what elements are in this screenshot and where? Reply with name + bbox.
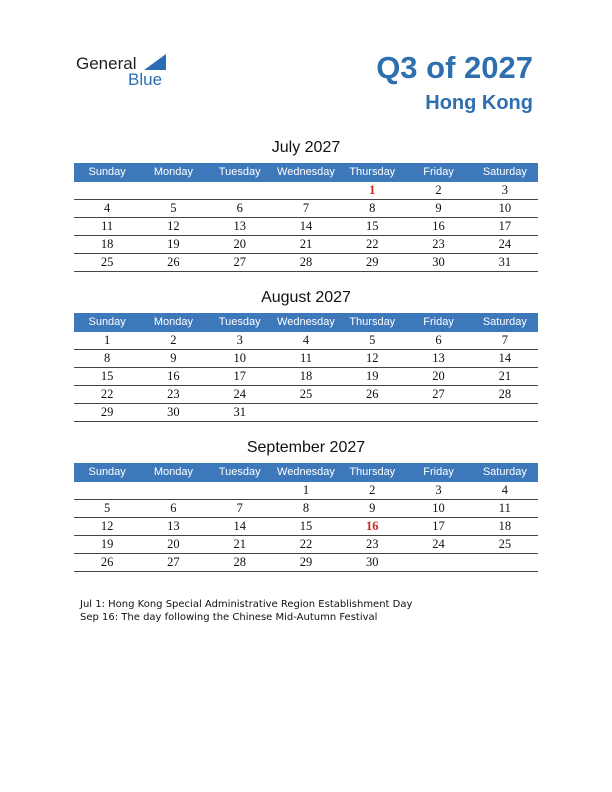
day-cell: 9	[435, 201, 442, 215]
day-cell: 18	[100, 237, 114, 251]
day-cell: 18	[299, 369, 313, 383]
day-cell: 24	[498, 237, 512, 251]
day-cell: 26	[100, 555, 114, 569]
day-cell: 17	[432, 519, 445, 533]
empty-day-cell	[472, 554, 538, 571]
week-row	[74, 332, 538, 350]
day-cell: 18	[498, 519, 512, 533]
day-cell: 3	[236, 333, 243, 347]
logo	[76, 54, 186, 90]
day-cell: 8	[369, 201, 376, 215]
month-september	[74, 439, 538, 572]
day-cell: 12	[100, 519, 114, 533]
weekday-label: Monday	[153, 466, 193, 478]
week-row	[74, 368, 538, 386]
day-cell: 25	[498, 537, 512, 551]
day-cell: 29	[100, 405, 114, 419]
day-cell: 12	[366, 351, 379, 365]
day-cell: 29	[299, 555, 313, 569]
day-cell: 5	[170, 201, 177, 215]
weekday-label: Thursday	[349, 316, 396, 328]
weekday-label: Wednesday	[277, 166, 335, 178]
empty-day-cell	[273, 404, 339, 421]
day-cell: 17	[498, 219, 512, 233]
day-cell: 16	[167, 369, 180, 383]
day-cell: 11	[101, 219, 114, 233]
day-cell: 15	[366, 219, 379, 233]
logo-blue-text: Blue	[128, 70, 163, 89]
day-cell: 26	[167, 255, 180, 269]
weekday-label: Wednesday	[277, 316, 335, 328]
holiday-notes	[80, 598, 412, 624]
weekday-label: Saturday	[482, 166, 527, 178]
day-cell: 4	[302, 333, 310, 347]
day-cell: 4	[104, 201, 111, 215]
day-cell: 30	[432, 255, 445, 269]
day-cell: 26	[366, 387, 379, 401]
day-cell: 20	[233, 237, 246, 251]
month-august	[74, 289, 538, 422]
weekday-label: Sunday	[88, 466, 126, 478]
day-cell: 30	[366, 555, 379, 569]
day-cell: 1	[369, 183, 376, 197]
day-cell: 24	[432, 537, 445, 551]
empty-day-cell	[405, 404, 471, 421]
weekday-label: Friday	[423, 466, 454, 478]
day-cell: 30	[167, 405, 180, 419]
empty-day-cell	[273, 182, 339, 199]
day-cell: 19	[366, 369, 379, 383]
month-title: August 2027	[261, 289, 351, 306]
weekday-label: Tuesday	[218, 466, 261, 478]
day-cell: 4	[501, 483, 508, 497]
day-cell: 2	[170, 333, 177, 347]
weekday-label: Tuesday	[218, 166, 261, 178]
day-cell: 11	[498, 501, 511, 515]
empty-day-cell	[405, 554, 471, 571]
week-row	[74, 200, 538, 218]
logo-general-text: General	[76, 54, 137, 73]
day-cell: 13	[432, 351, 445, 365]
weekday-label: Thursday	[349, 166, 396, 178]
weekday-label: Friday	[423, 316, 454, 328]
weekday-label: Sunday	[88, 316, 126, 328]
month-title: July 2027	[271, 139, 341, 156]
day-cell: 14	[233, 519, 246, 533]
day-cell: 20	[432, 369, 445, 383]
day-cell: 5	[104, 501, 111, 515]
day-cell: 13	[233, 219, 246, 233]
logo-triangle-icon	[144, 54, 166, 70]
day-cell: 10	[498, 201, 512, 215]
empty-day-cell	[74, 482, 140, 499]
month-title: September 2027	[246, 439, 366, 456]
day-cell: 16	[432, 219, 445, 233]
day-cell: 6	[170, 501, 177, 515]
day-cell: 9	[170, 351, 177, 365]
day-cell: 22	[100, 387, 114, 401]
empty-day-cell	[140, 482, 206, 499]
day-cell: 31	[233, 405, 246, 419]
week-row	[74, 536, 538, 554]
week-row	[74, 518, 538, 536]
day-cell: 28	[299, 255, 313, 269]
day-cell: 10	[233, 351, 246, 365]
weekday-header	[74, 313, 538, 332]
week-row	[74, 404, 538, 422]
day-cell: 13	[167, 519, 180, 533]
day-cell: 2	[435, 183, 442, 197]
day-cell: 20	[167, 537, 180, 551]
day-cell: 21	[233, 537, 246, 551]
weekday-header	[74, 163, 538, 182]
weekday-label: Saturday	[482, 466, 527, 478]
day-cell: 15	[100, 369, 114, 383]
day-cell: 11	[299, 351, 312, 365]
week-row	[74, 254, 538, 272]
day-cell: 1	[104, 333, 111, 347]
day-cell: 27	[432, 387, 445, 401]
day-cell: 23	[432, 237, 445, 251]
day-cell: 19	[100, 537, 114, 551]
week-row	[74, 482, 538, 500]
day-cell: 6	[236, 201, 243, 215]
day-cell: 14	[498, 351, 512, 365]
quarter-title: Q3 of 2027	[376, 50, 533, 85]
weekday-label: Monday	[153, 166, 193, 178]
day-cell: 6	[435, 333, 442, 347]
weekday-label: Monday	[153, 316, 193, 328]
region-name: Hong Kong	[425, 92, 533, 114]
empty-day-cell	[207, 482, 273, 499]
day-cell: 2	[369, 483, 376, 497]
week-row	[74, 554, 538, 572]
day-cell: 5	[369, 333, 376, 347]
day-cell: 25	[100, 255, 114, 269]
month-july	[74, 139, 538, 272]
day-cell: 3	[435, 483, 442, 497]
day-cell: 23	[366, 537, 379, 551]
day-cell: 7	[501, 333, 508, 347]
day-cell: 23	[167, 387, 180, 401]
empty-day-cell	[339, 404, 405, 421]
holiday-note: Jul 1: Hong Kong Special Administrative Region Establishment Day	[80, 599, 413, 610]
day-cell: 21	[498, 369, 512, 383]
day-cell: 25	[299, 387, 313, 401]
day-cell: 31	[498, 255, 512, 269]
day-cell: 27	[233, 255, 246, 269]
weekday-label: Sunday	[88, 166, 126, 178]
day-cell: 3	[501, 183, 508, 197]
weekday-label: Thursday	[349, 466, 396, 478]
weekday-label: Tuesday	[218, 316, 261, 328]
day-cell: 22	[299, 537, 313, 551]
weekday-label: Wednesday	[277, 466, 335, 478]
weekday-label: Friday	[423, 166, 454, 178]
empty-day-cell	[472, 404, 538, 421]
week-row	[74, 386, 538, 404]
day-cell: 7	[236, 501, 243, 515]
weekday-label: Saturday	[482, 316, 527, 328]
week-row	[74, 500, 538, 518]
day-cell: 28	[233, 555, 246, 569]
day-cell: 29	[366, 255, 379, 269]
day-cell: 14	[299, 219, 313, 233]
day-cell: 22	[366, 237, 379, 251]
empty-day-cell	[140, 182, 206, 199]
day-cell: 16	[366, 519, 379, 533]
day-cell: 17	[233, 369, 246, 383]
week-row	[74, 236, 538, 254]
week-row	[74, 218, 538, 236]
day-cell: 12	[167, 219, 180, 233]
weekday-header	[74, 463, 538, 482]
day-cell: 28	[498, 387, 512, 401]
day-cell: 15	[299, 519, 313, 533]
empty-day-cell	[207, 182, 273, 199]
day-cell: 7	[302, 201, 310, 215]
day-cell: 9	[369, 501, 376, 515]
day-cell: 19	[167, 237, 180, 251]
week-row	[74, 350, 538, 368]
day-cell: 8	[104, 351, 111, 365]
holiday-note: Sep 16: The day following the Chinese Mid-Autumn Festival	[80, 612, 378, 623]
day-cell: 21	[299, 237, 313, 251]
day-cell: 27	[167, 555, 180, 569]
day-cell: 1	[302, 483, 310, 497]
empty-day-cell	[74, 182, 140, 199]
week-row	[74, 182, 538, 200]
day-cell: 8	[302, 501, 310, 515]
day-cell: 10	[432, 501, 445, 515]
day-cell: 24	[233, 387, 246, 401]
